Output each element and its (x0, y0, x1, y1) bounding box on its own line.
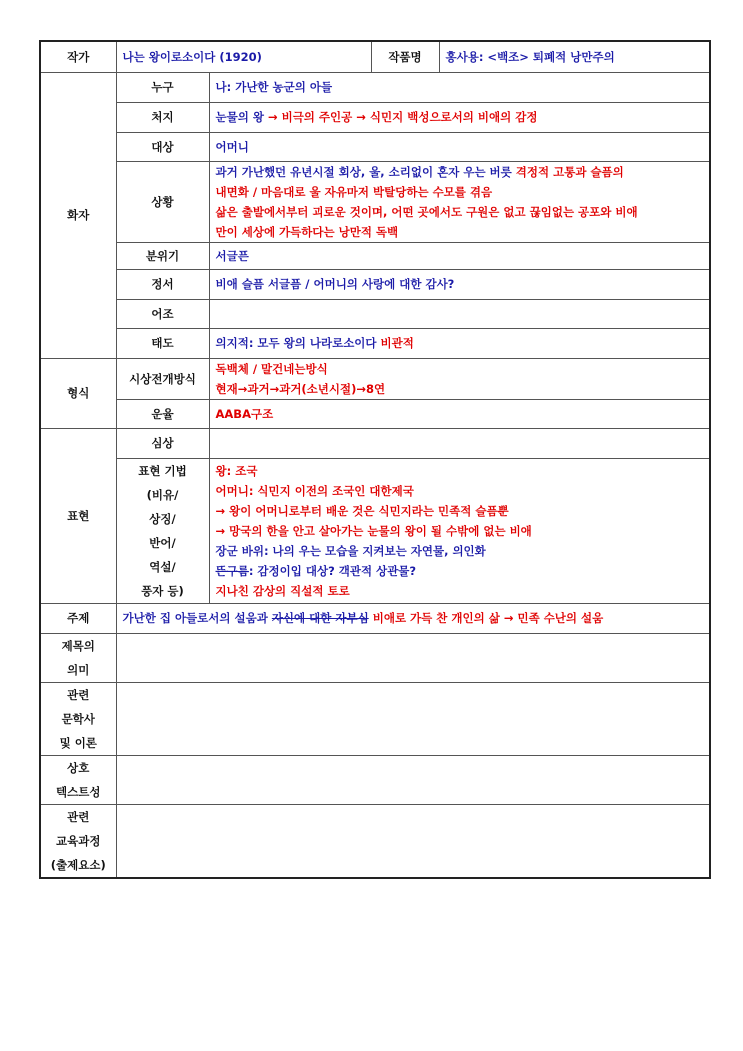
text-segment: 자신에 대한 자부심 (271, 611, 369, 625)
content-line (216, 561, 704, 581)
text-segment: 독백체 / 말건네는방식 (215, 361, 328, 376)
row-intertextuality (40, 755, 710, 804)
work-value: 홍사용: <백조> 퇴폐적 낭만주의 (439, 41, 710, 72)
group-label-speaker: 화자 (40, 72, 116, 358)
sub-label: 어조 (116, 299, 209, 328)
author-label: 작가 (40, 41, 116, 72)
content-line (216, 461, 704, 481)
content-line (216, 333, 704, 353)
row-content (116, 804, 710, 878)
row-content (209, 72, 710, 102)
row-label: 관련 교육과정 (출제요소) (40, 804, 116, 878)
group-label-form: 형식 (40, 358, 116, 428)
text-segment: 어머니: 식민지 이전의 조국인 대한제국 (215, 483, 414, 498)
row-content (209, 358, 710, 399)
row-content (209, 102, 710, 132)
row-content (209, 269, 710, 299)
sub-label: 누구 (116, 72, 209, 102)
sub-label: 태도 (116, 328, 209, 358)
text-segment: 나: 가난한 농군의 아들 (215, 80, 333, 94)
header-row (40, 41, 710, 72)
row-content (116, 755, 710, 804)
content-line (216, 222, 704, 242)
text-segment: 지나친 감상의 직설적 토로 (215, 583, 350, 598)
content-line (216, 501, 704, 521)
row-who (40, 72, 710, 102)
sub-label: 심상 (116, 428, 209, 458)
text-segment: 눈물의 왕 (215, 110, 268, 124)
content-line (123, 608, 704, 628)
row-technique (40, 458, 710, 603)
text-segment: 비애로 가득 찬 개인의 삶 → 민족 수난의 설움 (368, 611, 604, 625)
text-segment: 격정적 고통과 슬픔의 (515, 164, 624, 179)
row-rhythm (40, 399, 710, 428)
content-line (216, 137, 704, 157)
text-segment: 비애 슬픔 서글픔 / 어머니의 사랑에 대한 감사? (215, 277, 455, 291)
content-line (216, 202, 704, 222)
text-segment: 만이 세상에 가득하다는 낭만적 독백 (215, 224, 399, 239)
text-segment: 의지적: 모두 왕의 나라로소이다 (215, 336, 381, 350)
content-line (216, 77, 704, 97)
work-label: 작품명 (371, 41, 439, 72)
row-circumstance (40, 161, 710, 242)
text-segment: 현재→과거→과거(소년시절)→8연 (215, 381, 386, 396)
sub-label: 대상 (116, 132, 209, 161)
text-segment: → 망국의 한을 안고 살아가는 눈물의 왕이 될 수밖에 없는 비애 (215, 523, 532, 538)
text-segment: 장군 바위: 나의 우는 모습을 지켜보는 자연물, 의인화 (215, 543, 486, 558)
text-segment: AABA구조 (215, 406, 274, 421)
content-line (216, 521, 704, 541)
row-label: 상호 텍스트성 (40, 755, 116, 804)
sub-label: 처지 (116, 102, 209, 132)
row-label: 제목의 의미 (40, 633, 116, 682)
row-content (116, 603, 710, 633)
content-line (216, 162, 704, 182)
sub-label: 정서 (116, 269, 209, 299)
row-object (40, 132, 710, 161)
group-label-expression: 표현 (40, 428, 116, 603)
sub-label: 운율 (116, 399, 209, 428)
sub-label: 표현 기법 (비유/ 상징/ 반어/ 역설/ 풍자 등) (116, 458, 209, 603)
row-development (40, 358, 710, 399)
content-line (216, 481, 704, 501)
sub-label: 상황 (116, 161, 209, 242)
text-segment: → 왕이 어머니로부터 배운 것은 식민지라는 민족적 슬픔뿐 (215, 503, 509, 518)
content-line (216, 541, 704, 561)
row-content (209, 428, 710, 458)
text-segment: → 비극의 주인공 → 식민지 백성으로서의 비애의 감정 (267, 110, 538, 124)
row-label: 관련 문학사 및 이론 (40, 682, 116, 755)
row-imagery (40, 428, 710, 458)
row-tone (40, 299, 710, 328)
row-atmosphere (40, 242, 710, 269)
row-content (116, 682, 710, 755)
sub-label: 분위기 (116, 242, 209, 269)
row-situation-position (40, 102, 710, 132)
text-segment: 어머니 (215, 139, 249, 154)
content-line (216, 246, 704, 266)
text-segment: 가난한 집 아들로서의 설움과 (122, 611, 272, 625)
text-segment: 서글픈 (215, 248, 249, 263)
row-content (209, 161, 710, 242)
poem-title: 나는 왕이로소이다 (1920) (116, 41, 371, 72)
content-line (216, 274, 704, 294)
row-attitude (40, 328, 710, 358)
text-segment: 뜬구름 (215, 563, 249, 578)
row-title-meaning (40, 633, 710, 682)
row-content (116, 633, 710, 682)
content-line (216, 379, 704, 399)
row-content (209, 299, 710, 328)
sub-label: 시상전개방식 (116, 358, 209, 399)
text-segment: 비관적 (380, 336, 414, 350)
content-line (216, 359, 704, 379)
row-content (209, 242, 710, 269)
row-content (209, 399, 710, 428)
row-content (209, 328, 710, 358)
poem-analysis-table (39, 40, 711, 879)
text-segment: 내면화 / 마음대로 울 자유마저 박탈당하는 수모를 겪음 (215, 184, 493, 199)
text-segment: 과거 가난했던 유년시절 회상, 울, 소리없이 혼자 우는 버릇 (215, 164, 516, 179)
content-line (216, 581, 704, 601)
content-line (216, 182, 704, 202)
row-literary-history (40, 682, 710, 755)
row-label: 주제 (40, 603, 116, 633)
content-line (216, 107, 704, 127)
row-content (209, 458, 710, 603)
row-curriculum (40, 804, 710, 878)
text-segment: 왕: 조국 (215, 463, 258, 478)
row-theme (40, 603, 710, 633)
row-content (209, 132, 710, 161)
content-line (216, 404, 704, 424)
text-segment: : 감정이입 대상? 객관적 상관물? (248, 563, 417, 578)
row-emotion (40, 269, 710, 299)
text-segment: 삶은 출발에서부터 괴로운 것이며, 어떤 곳에서도 구원은 없고 끊임없는 공포와 비애 (215, 204, 638, 219)
